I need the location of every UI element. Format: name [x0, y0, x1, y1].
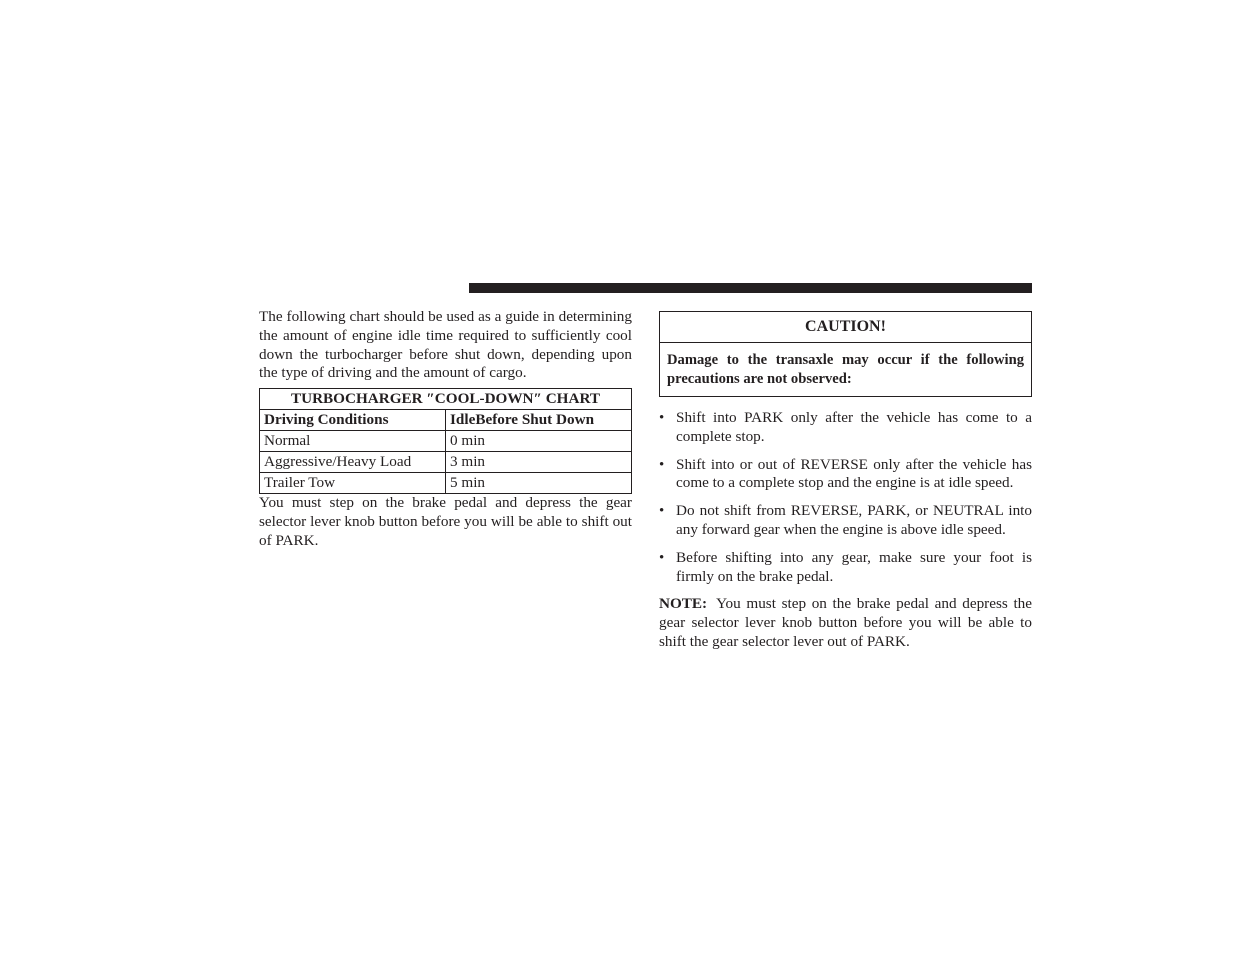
- bullet-icon: •: [659, 456, 665, 473]
- header-driving-conditions: Driving Conditions: [260, 410, 446, 431]
- table-row: [260, 431, 632, 452]
- list-item-text: Shift into PARK only after the vehicle has come to a complete stop.: [676, 409, 1032, 445]
- table-cell-idle: 3 min: [446, 452, 632, 473]
- list-item: [659, 549, 1032, 587]
- header-idle-time: IdleBefore Shut Down: [446, 410, 632, 431]
- list-item-text: Do not shift from REVERSE, PARK, or NEUTRAL into any forward gear when the engine is above idle speed.: [676, 502, 1032, 538]
- table-title-row: [260, 389, 632, 410]
- table-title: TURBOCHARGER ″COOL-DOWN″ CHART: [260, 389, 632, 410]
- left-column: [259, 308, 632, 551]
- precautions-list: [659, 409, 1032, 586]
- park-paragraph: You must step on the brake pedal and depress the gear selector lever knob button before you will be able to shift out of PARK.: [259, 494, 632, 549]
- caution-title: CAUTION!: [660, 312, 1031, 343]
- section-header-bar: [469, 283, 1032, 293]
- table-cell-condition: Aggressive/Heavy Load: [260, 452, 446, 473]
- right-column: [659, 311, 1032, 652]
- caution-text: Damage to the transaxle may occur if the following precautions are not observed:: [667, 352, 1024, 387]
- table-cell-idle: 0 min: [446, 431, 632, 452]
- table-header-row: [260, 410, 632, 431]
- list-item: [659, 409, 1032, 447]
- note-paragraph: [659, 595, 1032, 651]
- note-label: NOTE:: [659, 595, 708, 613]
- table-cell-condition: Trailer Tow: [260, 473, 446, 494]
- list-item-text: Shift into or out of REVERSE only after the vehicle has come to a complete stop and the engine is at idle speed.: [676, 455, 1032, 492]
- bullet-icon: •: [659, 410, 665, 426]
- table-cell-condition: Normal: [260, 431, 446, 452]
- list-item: [659, 456, 1032, 494]
- bullet-icon: •: [659, 503, 665, 520]
- table-row: [260, 473, 632, 494]
- caution-box: [659, 311, 1032, 397]
- intro-paragraph: The following chart should be used as a guide in determining the amount of engine idle time required to sufficiently cool down the turbocharger before shut down, depending upon the type of driving and the amount of cargo.: [259, 308, 632, 382]
- list-item-text: Before shifting into any gear, make sure your foot is firmly on the brake pedal.: [676, 548, 1032, 585]
- table-cell-idle: 5 min: [446, 473, 632, 494]
- cooldown-chart-table: [259, 388, 632, 494]
- list-item: [659, 502, 1032, 540]
- table-row: [260, 452, 632, 473]
- note-text: You must step on the brake pedal and depress the gear selector lever knob button before you will be able to shift the gear selector lever out of PARK.: [659, 595, 1032, 650]
- bullet-icon: •: [659, 549, 665, 566]
